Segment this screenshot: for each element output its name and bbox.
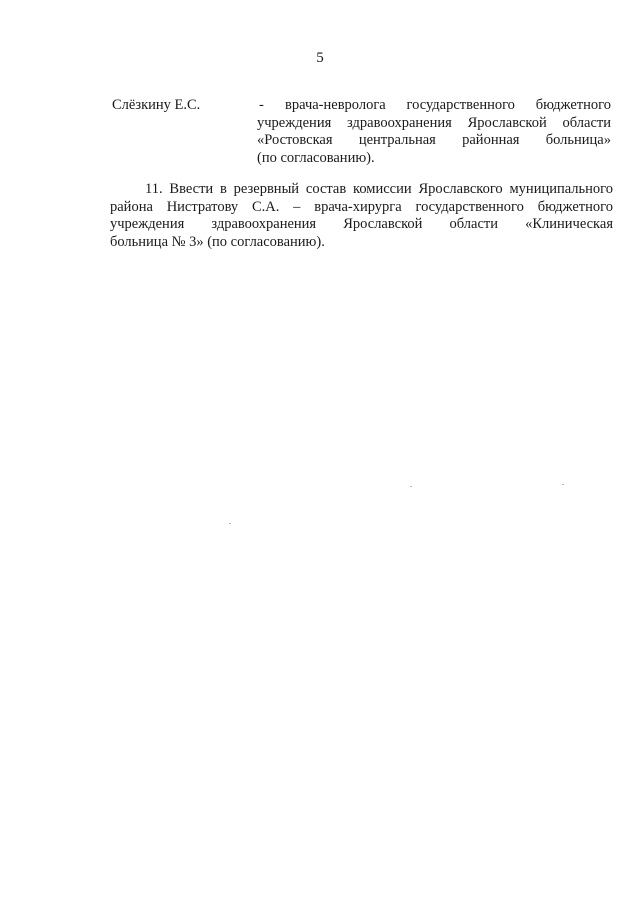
- clause-line: больница № 3» (по согласованию).: [110, 233, 325, 250]
- member-position-line: учреждения здравоохранения Ярославской области: [257, 114, 611, 131]
- member-name: Слёзкину Е.С.: [112, 97, 201, 113]
- member-position-line: «Ростовская центральная районная больница»: [257, 132, 611, 148]
- member-position-description: [257, 97, 611, 167]
- page-number: 5: [316, 50, 324, 66]
- clause-line: 11. Ввести в резервный состав комиссии Ярославского муниципального: [145, 181, 613, 197]
- member-position-line: врача-невролога государственного бюджетного: [285, 97, 611, 113]
- scan-speck: [410, 486, 412, 487]
- scan-speck: [562, 484, 564, 485]
- clause-11-paragraph: [110, 181, 613, 251]
- member-dash: -: [259, 97, 264, 113]
- clause-line: района Нистратову С.А. – врача-хирурга государственного бюджетного: [110, 198, 613, 215]
- member-position-line: (по согласованию).: [257, 149, 375, 166]
- scan-speck: [229, 523, 231, 524]
- commission-member-entry: [112, 97, 612, 167]
- clause-line: учреждения здравоохранения Ярославской области «Клиническая: [110, 216, 613, 232]
